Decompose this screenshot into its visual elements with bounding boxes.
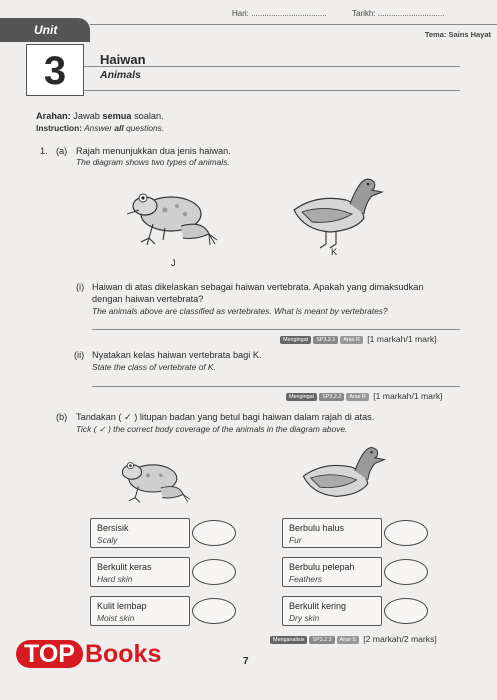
page-title: Haiwan xyxy=(100,52,146,67)
q1a-text-en: The diagram shows two types of animals. xyxy=(76,157,230,167)
level-tag: Aras R xyxy=(340,336,362,344)
q1ai-label: (i) xyxy=(76,282,85,292)
unit-tab: Unit xyxy=(0,18,90,42)
q1aii-text-en: State the class of vertebrate of K. xyxy=(92,362,216,372)
unit-number: 3 xyxy=(26,44,84,96)
skill-tag: Mengingat xyxy=(286,393,317,401)
q1b-text-en: Tick ( ✓ ) the correct body coverage of the animals in the diagram above. xyxy=(76,424,348,434)
q1ai-marks: [1 markah/1 mark] xyxy=(367,334,437,344)
instruction-en: Instruction: Answer all questions. xyxy=(36,123,165,133)
option-berbulu-halus: Berbulu halus Fur xyxy=(282,518,382,548)
q1ai-text-en: The animals above are classified as vertebrates. What is meant by vertebrates? xyxy=(92,306,388,316)
page-subtitle: Animals xyxy=(100,69,141,81)
tick-oval-berbulu-pelepah[interactable] xyxy=(384,559,428,585)
skill-tag: Mengingat xyxy=(280,336,311,344)
q1b-meta xyxy=(270,634,437,644)
level-tag: Aras R xyxy=(346,393,368,401)
topbooks-logo xyxy=(16,640,161,669)
tick-oval-berkulit-kering[interactable] xyxy=(384,598,428,624)
q1ai-text-ms-2: dengan haiwan vertebrata? xyxy=(92,294,204,304)
q1ai-text-ms-1: Haiwan di atas dikelaskan sebagai haiwan vertebrata. Apakah yang dimaksudkan xyxy=(92,282,424,292)
tick-oval-kulit-lembap[interactable] xyxy=(192,598,236,624)
level-tag: Aras S xyxy=(337,636,359,644)
q1aii-answer-line[interactable] xyxy=(92,386,460,387)
tarikh-field: Tarikh: .............................. xyxy=(352,9,445,18)
header-top-line xyxy=(90,24,497,25)
tick-oval-bersisik[interactable] xyxy=(192,520,236,546)
hari-field: Hari: .................................. xyxy=(232,9,327,18)
q1aii-meta xyxy=(286,391,443,401)
q1aii-marks: [1 markah/1 mark] xyxy=(373,391,443,401)
label-k: K xyxy=(331,247,338,257)
frog-illustration-small xyxy=(116,452,196,508)
frog-illustration-j xyxy=(125,182,225,250)
tick-oval-berbulu-halus[interactable] xyxy=(384,520,428,546)
q1ai-meta xyxy=(280,334,437,344)
q1b-text-ms: Tandakan ( ✓ ) litupan badan yang betul bagi haiwan dalam rajah di atas. xyxy=(76,412,375,422)
logo-top: TOP xyxy=(16,640,83,668)
q1b-label: (b) xyxy=(56,412,68,422)
q1b-marks: [2 markah/2 marks] xyxy=(363,634,437,644)
logo-books: Books xyxy=(84,640,162,668)
title-underline-bottom xyxy=(84,90,460,91)
page-number: 7 xyxy=(243,656,249,667)
q1aii-label: (ii) xyxy=(74,350,85,360)
option-berkulit-kering: Berkulit kering Dry skin xyxy=(282,596,382,626)
standard-tag: SP3.2.3 xyxy=(309,636,334,644)
tick-oval-berkulit-keras[interactable] xyxy=(192,559,236,585)
theme-label: Tema: Sains Hayat xyxy=(424,30,491,39)
q1-number: 1. xyxy=(40,146,48,156)
q1a-label: (a) xyxy=(56,146,68,156)
q1a-text-ms: Rajah menunjukkan dua jenis haiwan. xyxy=(76,146,231,156)
standard-tag: SP3.2.2 xyxy=(319,393,344,401)
duck-illustration-small xyxy=(296,442,388,514)
q1ai-answer-line[interactable] xyxy=(92,329,460,330)
option-kulit-lembap: Kulit lembap Moist skin xyxy=(90,596,190,626)
instruction-ms: Arahan: Jawab semua soalan. xyxy=(36,111,164,121)
skill-tag: Menganalisis xyxy=(270,636,307,644)
q1aii-text-ms: Nyatakan kelas haiwan vertebrata bagi K. xyxy=(92,350,262,360)
standard-tag: SP3.2.1 xyxy=(313,336,338,344)
option-berbulu-pelepah: Berbulu pelepah Feathers xyxy=(282,557,382,587)
duck-illustration-k xyxy=(286,174,386,250)
option-bersisik: Bersisik Scaly xyxy=(90,518,190,548)
label-j: J xyxy=(171,258,176,268)
option-berkulit-keras: Berkulit keras Hard skin xyxy=(90,557,190,587)
